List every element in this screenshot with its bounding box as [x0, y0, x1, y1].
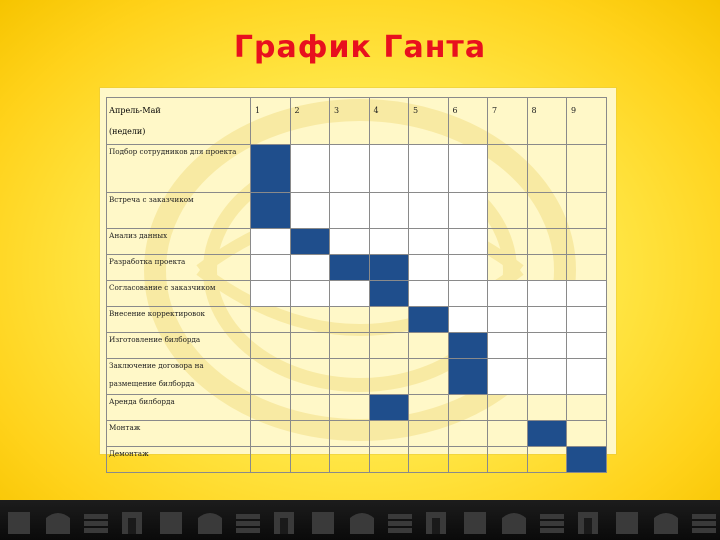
gantt-cell-week-5 [409, 145, 449, 193]
gantt-cell-week-7 [488, 359, 528, 395]
gantt-cell-week-8 [527, 281, 567, 307]
header-row [107, 98, 607, 145]
footer-glyph-icon [274, 512, 294, 534]
gantt-bar-week-3 [330, 255, 370, 281]
gantt-cell-week-5 [409, 193, 449, 229]
footer-glyph-icon [464, 512, 486, 534]
footer-glyph-icon [578, 512, 598, 534]
task-label [107, 281, 251, 307]
task-label [107, 395, 251, 421]
gantt-cell-week-8 [527, 255, 567, 281]
task-label-line: Аренда билборда [109, 397, 175, 406]
footer-glyph-icon [540, 514, 564, 533]
gantt-cell-week-1 [251, 255, 291, 281]
gantt-cell-week-1 [251, 421, 291, 447]
week-header-1: 1 [251, 98, 291, 145]
gantt-cell-week-9 [567, 421, 607, 447]
gantt-cell-week-5 [409, 421, 449, 447]
task-row [107, 193, 607, 229]
gantt-bar-week-4 [369, 281, 409, 307]
gantt-cell-week-8 [527, 359, 567, 395]
task-row [107, 281, 607, 307]
gantt-cell-week-3 [330, 359, 370, 395]
footer-glyph-icon [198, 513, 222, 534]
gantt-cell-week-5 [409, 333, 449, 359]
gantt-cell-week-2 [290, 307, 330, 333]
week-header-8: 8 [527, 98, 567, 145]
gantt-cell-week-2 [290, 359, 330, 395]
gantt-cell-week-6 [448, 193, 488, 229]
gantt-cell-week-8 [527, 333, 567, 359]
gantt-cell-week-6 [448, 255, 488, 281]
gantt-bar-week-1 [251, 193, 291, 229]
gantt-cell-week-5 [409, 359, 449, 395]
gantt-cell-week-3 [330, 333, 370, 359]
gantt-cell-week-2 [290, 193, 330, 229]
gantt-cell-week-2 [290, 395, 330, 421]
task-label [107, 193, 251, 229]
gantt-cell-week-3 [330, 193, 370, 229]
gantt-cell-week-8 [527, 193, 567, 229]
gantt-bar-week-5 [409, 307, 449, 333]
gantt-cell-week-2 [290, 255, 330, 281]
gantt-cell-week-5 [409, 447, 449, 473]
gantt-cell-week-3 [330, 229, 370, 255]
task-row [107, 145, 607, 193]
gantt-cell-week-7 [488, 447, 528, 473]
gantt-cell-week-8 [527, 447, 567, 473]
slide-title: График Ганта [233, 30, 487, 65]
gantt-cell-week-1 [251, 447, 291, 473]
gantt-bar-week-8 [527, 421, 567, 447]
task-label [107, 229, 251, 255]
footer-glyph-icon [8, 512, 30, 534]
task-label-line: Встреча с заказчиком [109, 195, 194, 204]
task-row [107, 421, 607, 447]
gantt-cell-week-3 [330, 281, 370, 307]
footer-glyph-icon [616, 512, 638, 534]
gantt-bar-week-4 [369, 255, 409, 281]
gantt-cell-week-1 [251, 307, 291, 333]
task-label-line: размещение билборда [109, 378, 195, 388]
gantt-cell-week-6 [448, 395, 488, 421]
footer-glyph-icon [426, 512, 446, 534]
gantt-cell-week-6 [448, 421, 488, 447]
task-label [107, 359, 251, 395]
gantt-cell-week-4 [369, 145, 409, 193]
gantt-cell-week-1 [251, 395, 291, 421]
footer-glyph-icon [654, 513, 678, 534]
gantt-cell-week-6 [448, 281, 488, 307]
gantt-cell-week-5 [409, 395, 449, 421]
gantt-cell-week-4 [369, 359, 409, 395]
task-row [107, 333, 607, 359]
gantt-cell-week-8 [527, 229, 567, 255]
period-unit-text: (недели) [109, 127, 146, 136]
gantt-bar-week-1 [251, 145, 291, 193]
gantt-bar-week-4 [369, 395, 409, 421]
task-label-line: Согласование с заказчиком [109, 283, 216, 292]
task-label [107, 145, 251, 193]
week-header-2: 2 [290, 98, 330, 145]
gantt-cell-week-2 [290, 145, 330, 193]
gantt-cell-week-8 [527, 395, 567, 421]
gantt-cell-week-9 [567, 193, 607, 229]
footer-glyph-icon [502, 513, 526, 534]
period-text: Апрель-Май [109, 106, 161, 115]
footer-glyph-icon [350, 513, 374, 534]
footer-pattern [0, 500, 720, 540]
gantt-cell-week-7 [488, 255, 528, 281]
gantt-cell-week-6 [448, 307, 488, 333]
task-label-line: Монтаж [109, 423, 141, 432]
week-header-6: 6 [448, 98, 488, 145]
gantt-bar-week-6 [448, 333, 488, 359]
gantt-cell-week-1 [251, 359, 291, 395]
task-label-line: Заключение договора на [109, 361, 204, 370]
gantt-cell-week-7 [488, 193, 528, 229]
task-label [107, 307, 251, 333]
gantt-cell-week-7 [488, 395, 528, 421]
gantt-cell-week-6 [448, 447, 488, 473]
task-row [107, 229, 607, 255]
task-row [107, 395, 607, 421]
gantt-cell-week-4 [369, 229, 409, 255]
task-label [107, 447, 251, 473]
gantt-cell-week-8 [527, 307, 567, 333]
footer-glyph-icon [46, 513, 70, 534]
task-label-line: Подбор сотрудников для проекта [109, 147, 237, 156]
footer-glyph-icon [122, 512, 142, 534]
gantt-cell-week-4 [369, 333, 409, 359]
gantt-cell-week-2 [290, 281, 330, 307]
footer-band [0, 500, 720, 540]
gantt-cell-week-3 [330, 395, 370, 421]
gantt-cell-week-4 [369, 421, 409, 447]
gantt-cell-week-2 [290, 333, 330, 359]
gantt-cell-week-2 [290, 447, 330, 473]
gantt-cell-week-6 [448, 229, 488, 255]
gantt-bar-week-2 [290, 229, 330, 255]
footer-glyph-icon [236, 514, 260, 533]
gantt-cell-week-1 [251, 281, 291, 307]
gantt-cell-week-9 [567, 145, 607, 193]
gantt-cell-week-9 [567, 255, 607, 281]
footer-glyph-icon [84, 514, 108, 533]
gantt-cell-week-3 [330, 421, 370, 447]
footer-glyph-icon [160, 512, 182, 534]
task-label [107, 333, 251, 359]
gantt-cell-week-2 [290, 421, 330, 447]
task-row [107, 307, 607, 333]
gantt-cell-week-7 [488, 229, 528, 255]
week-header-4: 4 [369, 98, 409, 145]
gantt-cell-week-4 [369, 447, 409, 473]
gantt-cell-week-3 [330, 307, 370, 333]
footer-glyph-icon [388, 514, 412, 533]
gantt-table [106, 97, 607, 473]
week-header-7: 7 [488, 98, 528, 145]
gantt-bar-week-9 [567, 447, 607, 473]
gantt-cell-week-7 [488, 307, 528, 333]
week-header-5: 5 [409, 98, 449, 145]
gantt-cell-week-4 [369, 193, 409, 229]
footer-glyph-icon [312, 512, 334, 534]
task-label [107, 255, 251, 281]
gantt-cell-week-8 [527, 145, 567, 193]
gantt-cell-week-1 [251, 229, 291, 255]
gantt-cell-week-7 [488, 333, 528, 359]
gantt-cell-week-3 [330, 447, 370, 473]
header-period-label [107, 98, 251, 145]
gantt-cell-week-4 [369, 307, 409, 333]
gantt-cell-week-5 [409, 255, 449, 281]
task-row [107, 359, 607, 395]
gantt-cell-week-7 [488, 421, 528, 447]
gantt-cell-week-9 [567, 395, 607, 421]
footer-glyph-icon [692, 514, 716, 533]
task-label [107, 421, 251, 447]
gantt-cell-week-7 [488, 145, 528, 193]
gantt-cell-week-5 [409, 229, 449, 255]
gantt-cell-week-9 [567, 281, 607, 307]
gantt-cell-week-9 [567, 307, 607, 333]
gantt-cell-week-9 [567, 359, 607, 395]
week-header-9: 9 [567, 98, 607, 145]
gantt-cell-week-7 [488, 281, 528, 307]
task-row [107, 447, 607, 473]
task-label-line: Демонтаж [109, 449, 149, 458]
task-label-line: Анализ данных [109, 231, 168, 240]
week-header-3: 3 [330, 98, 370, 145]
task-label-line: Разработка проекта [109, 257, 186, 266]
gantt-bar-week-6 [448, 359, 488, 395]
gantt-cell-week-3 [330, 145, 370, 193]
gantt-cell-week-9 [567, 229, 607, 255]
task-label-line: Изготовление билборда [109, 335, 201, 344]
gantt-cell-week-6 [448, 145, 488, 193]
task-row [107, 255, 607, 281]
gantt-cell-week-9 [567, 333, 607, 359]
task-label-line: Внесение корректировок [109, 309, 206, 318]
gantt-cell-week-5 [409, 281, 449, 307]
gantt-cell-week-1 [251, 333, 291, 359]
